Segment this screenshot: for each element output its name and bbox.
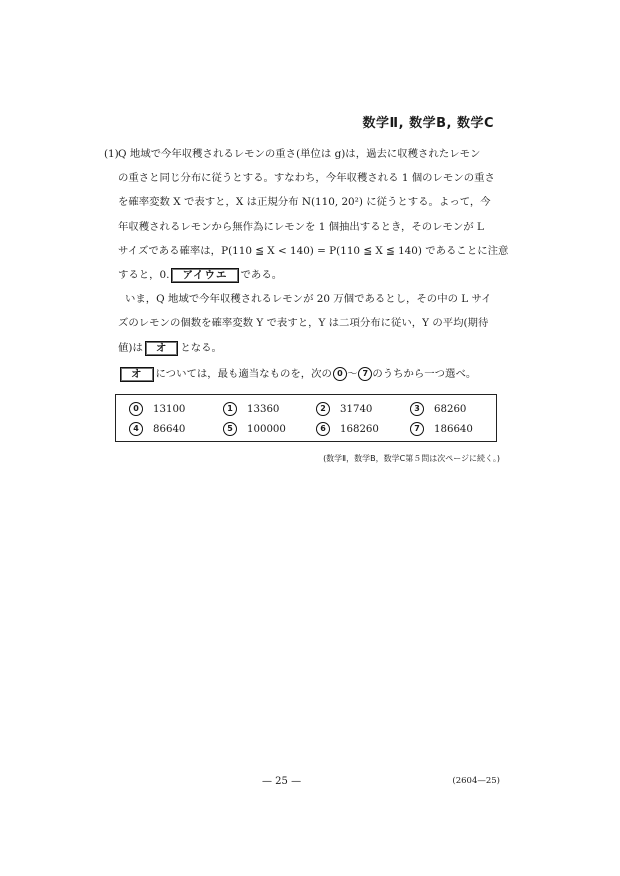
choice-5: 5 100000 [223, 422, 286, 436]
section-header: 数学Ⅱ, 数学B, 数学C [362, 116, 494, 131]
problem-text [104, 142, 509, 360]
choose-instruction: オ については，最も適当なものを，次の 0 ～ 7 のうちから一つ選べ。 [118, 365, 476, 382]
choice-6: 6 168260 [316, 422, 379, 436]
page-code: (2604—25) [452, 776, 500, 786]
problem-line-2: の重さと同じ分布に従うとする。すなわち，今年収穫される 1 個のレモンの重さ [118, 172, 495, 185]
choices-box [115, 394, 497, 442]
problem-para2-line-3: 値)は オ となる。 [118, 341, 222, 354]
choice-7: 7 186640 [410, 422, 473, 436]
problem-number: (1) [104, 148, 119, 160]
answer-box-aiue: アイウエ [171, 268, 238, 283]
choice-2: 2 31740 [316, 402, 372, 416]
range-start-marker: 0 [333, 367, 347, 381]
choice-3: 3 68260 [410, 402, 466, 416]
answer-box-o-ref: オ [120, 367, 154, 382]
problem-para2-line-2: ズのレモンの個数を確率変数 Y で表すと，Y は二項分布に従い，Y の平均(期待 [118, 317, 489, 330]
problem-line-1: (1)Q 地域で今年収穫されるレモンの重さ(単位は g)は，過去に収穫されたレモン [104, 142, 500, 166]
choice-4: 4 86640 [129, 422, 185, 436]
page-number: — 25 — [262, 776, 302, 787]
range-end-marker: 7 [358, 367, 372, 381]
problem-line-4: 年収穫されるレモンから無作為にレモンを 1 個抽出するとき，そのレモンが L [118, 220, 484, 233]
continuation-note: (数学Ⅱ，数学B，数学C第５問は次ページに続く。) [323, 454, 500, 463]
problem-para2-line-1: いま，Q 地域で今年収穫されるレモンが 20 万個であるとし，その中の L サイ [125, 293, 492, 306]
problem-line-5: サイズである確率は，P(110 ≦ X < 140) = P(110 ≦ X ≦ 140) であることに注意 [118, 244, 509, 257]
choice-1: 1 13360 [223, 402, 279, 416]
answer-box-o: オ [145, 341, 179, 356]
problem-line-3: を確率変数 X で表すと，X は正規分布 N(110, 20²) に従うとする。よって，今 [118, 196, 491, 209]
choice-0: 0 13100 [129, 402, 185, 416]
problem-line-6: すると，0. アイウエ である。 [118, 268, 283, 281]
